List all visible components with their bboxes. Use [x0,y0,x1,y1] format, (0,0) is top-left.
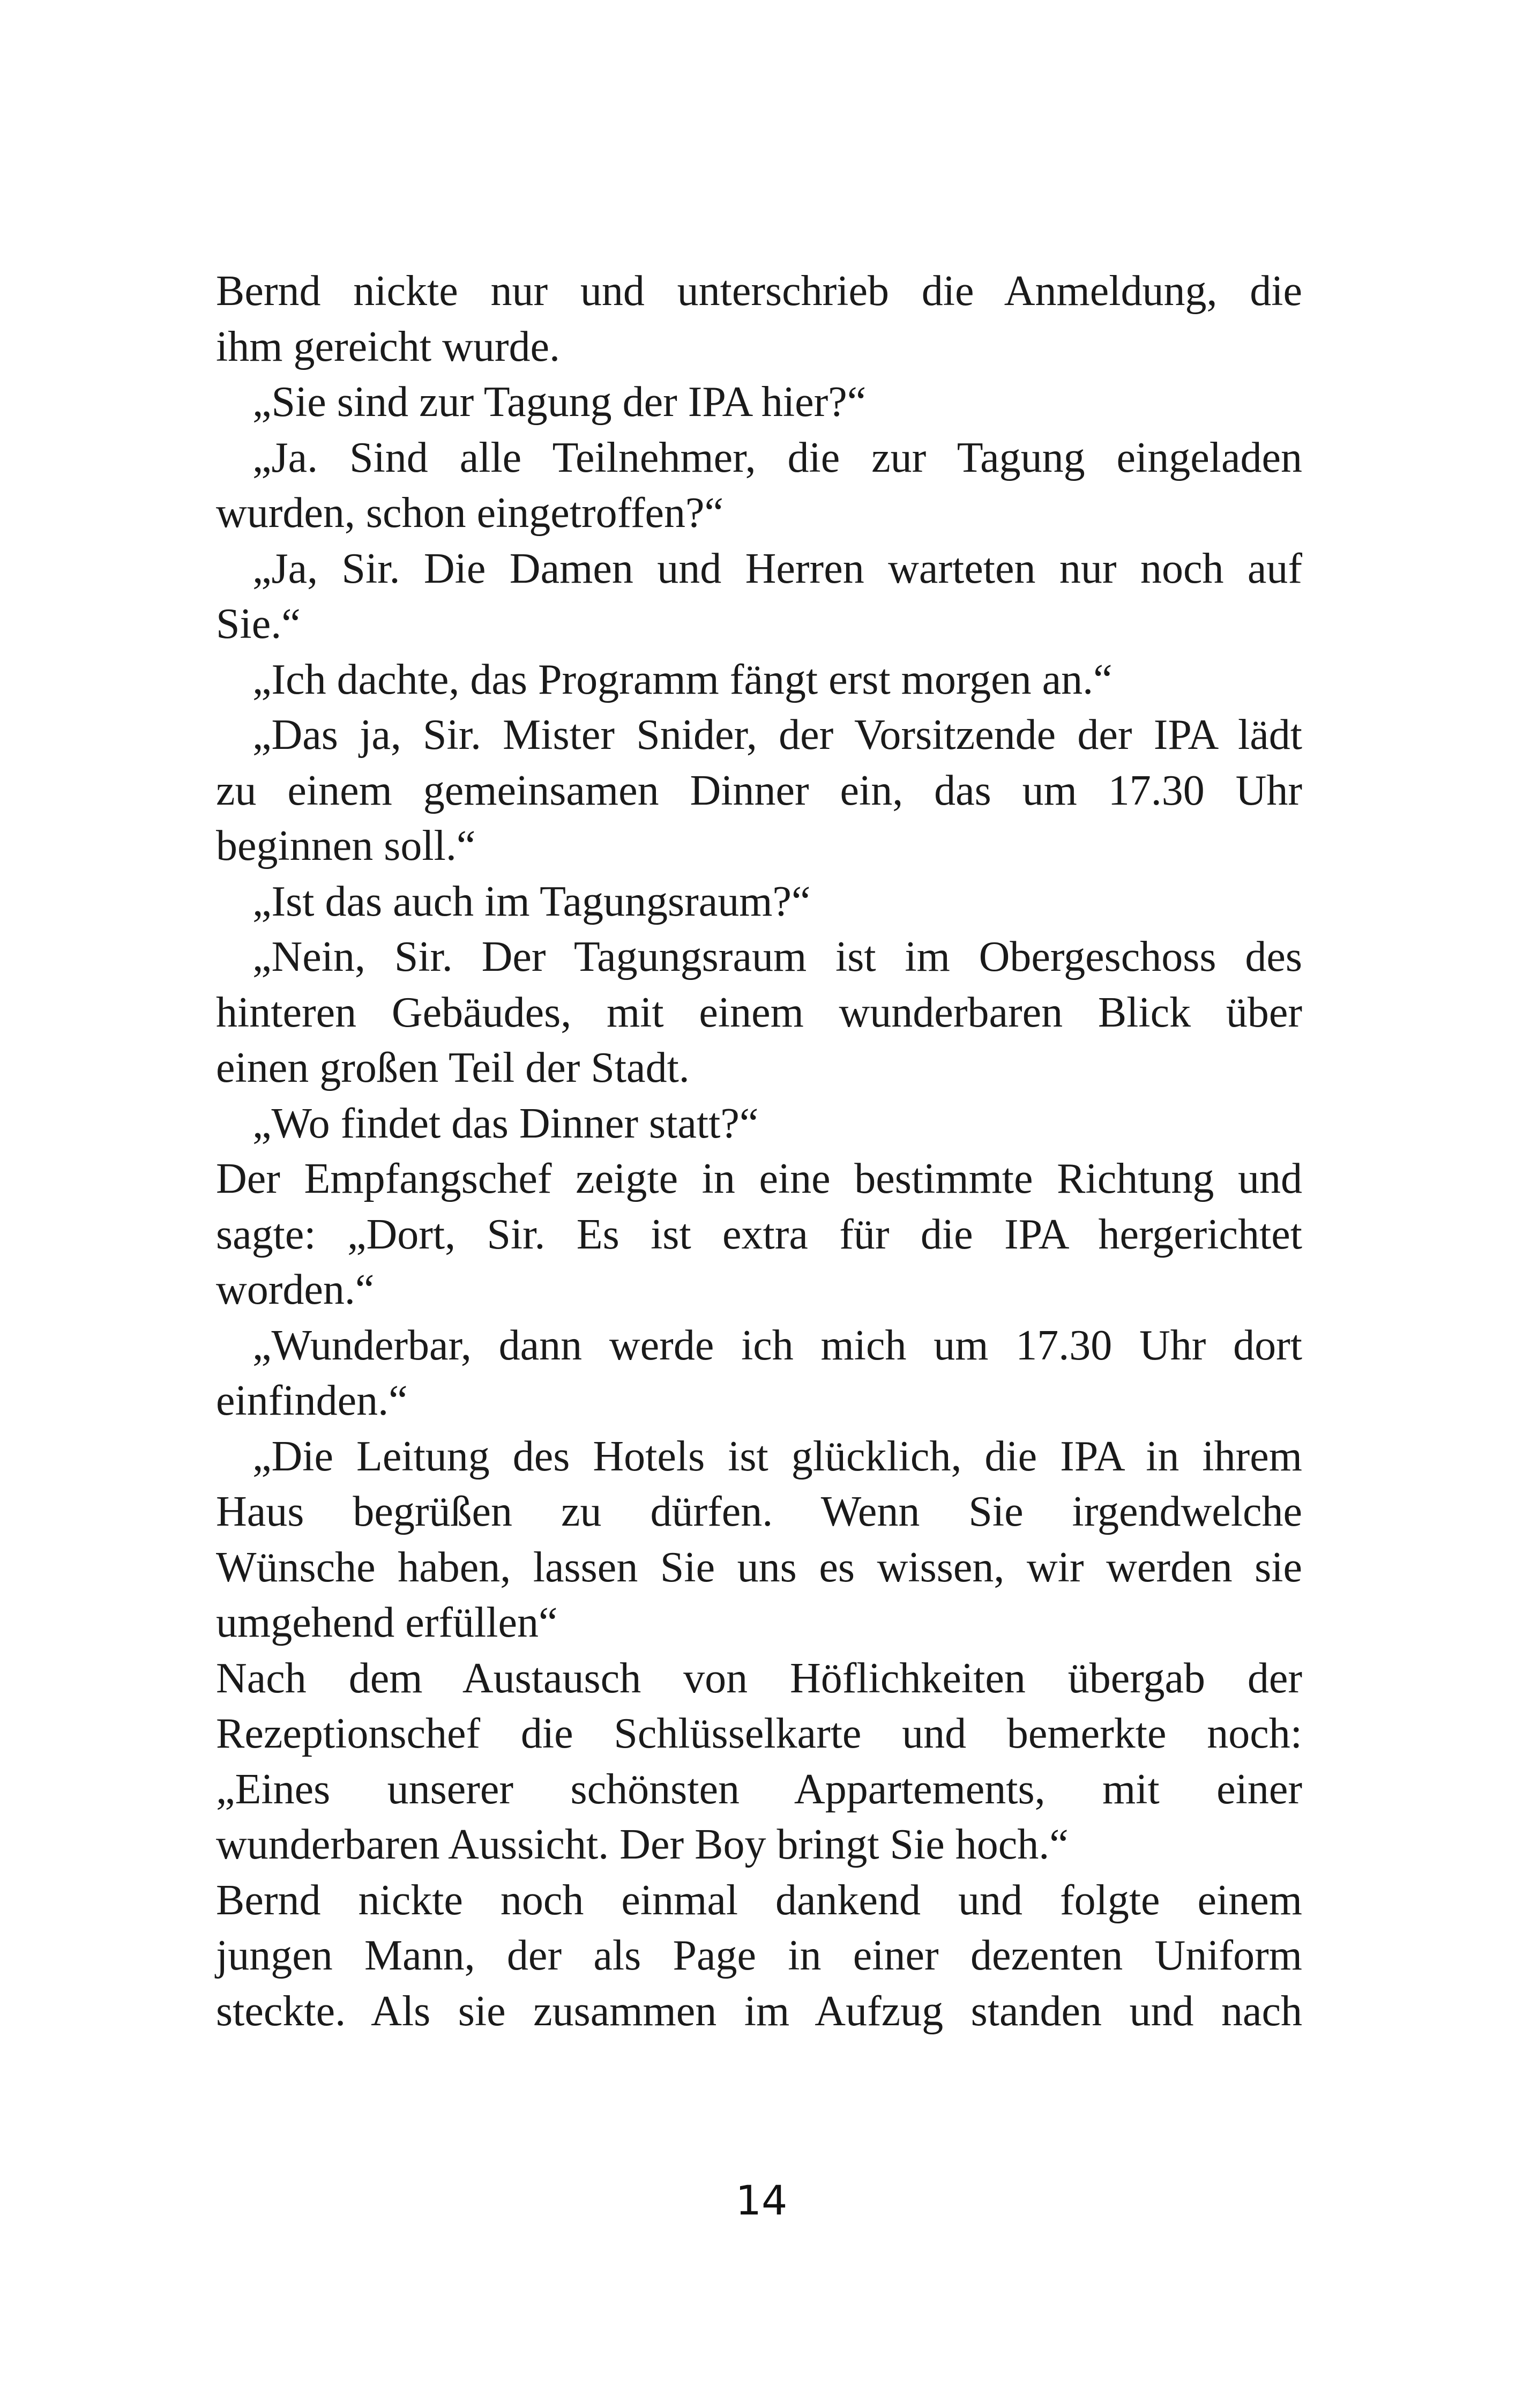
text-line: wurden, schon eingetroffen?“ [216,489,724,537]
text-line: steckte. Als sie zusammen im Aufzug standen und nach [216,1987,1302,2035]
text-line: „Nein, Sir. Der Tagungsraum ist im Obergeschoss des [252,933,1302,980]
text-line: „Das ja, Sir. Mister Snider, der Vorsitzende der IPA lädt [252,711,1302,759]
text-line: „Wunderbar, dann werde ich mich um 17.30 Uhr dort [252,1321,1302,1369]
text-line: Nach dem Austausch von Höflichkeiten übergab der [216,1654,1302,1702]
text-line: „Ja. Sind alle Teilnehmer, die zur Tagung eingeladen [252,434,1302,481]
text-line: „Ich dachte, das Programm fängt erst morgen an.“ [252,656,1113,703]
text-line: Haus begrüßen zu dürfen. Wenn Sie irgendwelche [216,1488,1302,1535]
text-line: „Ja, Sir. Die Damen und Herren warteten nur noch auf [252,545,1302,592]
text-line: Rezeptionschef die Schlüsselkarte und bemerkte noch: [216,1710,1302,1757]
text-line: ihm gereicht wurde. [216,323,560,370]
text-line: Bernd nickte noch einmal dankend und folgte einem [216,1876,1302,1924]
text-line: „Eines unserer schönsten Appartements, mit einer [216,1765,1302,1813]
text-line: jungen Mann, der als Page in einer dezenten Uniform [216,1932,1302,1979]
text-line: „Die Leitung des Hotels ist glücklich, die IPA in ihrem [252,1432,1302,1480]
text-line: „Wo findet das Dinner statt?“ [252,1099,759,1147]
text-line: „Sie sind zur Tagung der IPA hier?“ [252,378,867,426]
text-line: beginnen soll.“ [216,822,476,869]
text-line: Bernd nickte nur und unterschrieb die Anmeldung, die [216,267,1302,315]
body-text [216,264,1302,2039]
text-line: sagte: „Dort, Sir. Es ist extra für die IPA hergerichtet [216,1210,1302,1258]
text-line: zu einem gemeinsamen Dinner ein, das um 17.30 Uhr [216,767,1302,814]
text-line: hinteren Gebäudes, mit einem wunderbaren Blick über [216,989,1302,1036]
text-line: Wünsche haben, lassen Sie uns es wissen, wir werden sie [216,1543,1302,1591]
text-line: worden.“ [216,1266,375,1313]
page-number: 14 [735,2176,788,2224]
text-line: einen großen Teil der Stadt. [216,1044,690,1091]
text-line: Der Empfangschef zeigte in eine bestimmte Richtung und [216,1155,1302,1202]
text-line: Sie.“ [216,600,301,648]
text-line: wunderbaren Aussicht. Der Boy bringt Sie hoch.“ [216,1821,1069,1868]
text-line: einfinden.“ [216,1377,408,1424]
text-line: umgehend erfüllen“ [216,1599,558,1646]
text-line: „Ist das auch im Tagungsraum?“ [252,878,811,925]
